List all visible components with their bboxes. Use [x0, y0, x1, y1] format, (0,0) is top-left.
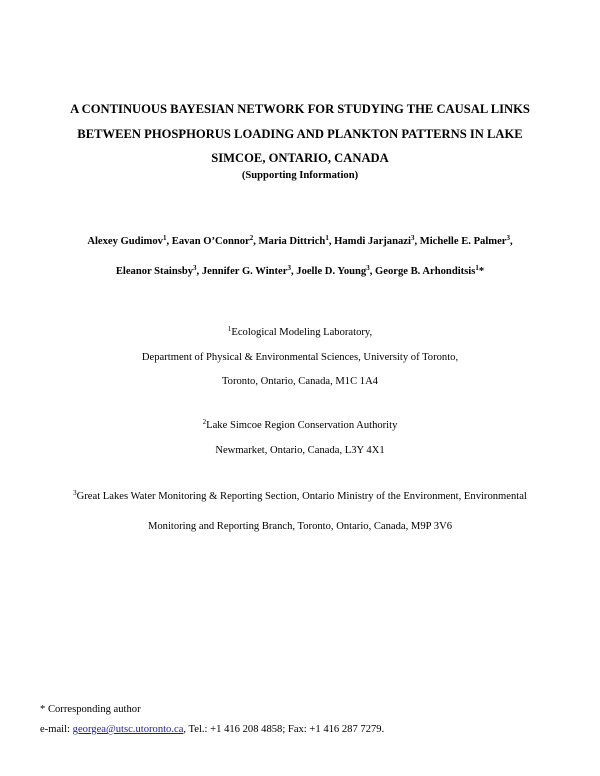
- affiliation-text: Ecological Modeling Laboratory,: [231, 327, 373, 338]
- author-name: Eleanor Stainsby: [115, 266, 194, 277]
- author-name: Eavan O’Connor: [171, 236, 250, 247]
- affiliation-1-line-1: [0, 321, 600, 346]
- author-name: Alexey Gudimov: [87, 236, 163, 247]
- affiliation-2-line-1: [0, 414, 600, 439]
- email-label: e-mail:: [40, 724, 73, 735]
- author-separator: ,: [414, 236, 420, 247]
- author-line-1: [10, 227, 590, 257]
- affiliation-3: [0, 482, 600, 542]
- affiliation-mark: 2: [202, 418, 207, 426]
- email-link[interactable]: georgea@utsc.utoronto.ca: [72, 724, 184, 735]
- contact-line: [40, 720, 384, 740]
- affiliation-mark: 1: [227, 325, 232, 333]
- author-name: Hamdi Jarjanazi: [334, 236, 411, 247]
- title-line-3: SIMCOE, ONTARIO, CANADA: [211, 151, 389, 165]
- author-separator: ,: [166, 236, 172, 247]
- phone-fax-text: , Tel.: +1 416 208 4858; Fax: +1 416 287 7279.: [183, 724, 385, 735]
- corresponding-author-mark: *: [478, 266, 485, 277]
- affiliation-text: Lake Simcoe Region Conservation Authority: [206, 420, 398, 431]
- author-affiliation-mark: 1: [162, 234, 167, 242]
- affiliation-2-line-2: Newmarket, Ontario, Canada, L3Y 4X1: [215, 444, 385, 456]
- author-affiliation-mark: 3: [287, 264, 291, 272]
- affiliation-3-line-1: [0, 482, 600, 512]
- author-name: Michelle E. Palmer: [419, 236, 507, 247]
- affiliation-1: [0, 321, 600, 395]
- author-name: Jennifer G. Winter: [201, 266, 288, 277]
- affiliation-1-line-3: Toronto, Ontario, Canada, M1C 1A4: [221, 376, 379, 387]
- correspondence-footer: [40, 700, 384, 740]
- affiliation-1-line-2: Department of Physical & Environmental Sciences, University of Toronto,: [141, 351, 459, 363]
- affiliation-3-line-2: Monitoring and Reporting Branch, Toronto, Ontario, Canada, M9P 3V6: [147, 521, 453, 532]
- author-list: [10, 227, 590, 287]
- author-name: Maria Dittrich: [258, 236, 326, 247]
- title-line-2: BETWEEN PHOSPHORUS LOADING AND PLANKTON PATTERNS IN LAKE: [77, 126, 523, 141]
- author-separator: ,: [196, 266, 202, 277]
- author-separator: ,: [253, 236, 259, 247]
- author-affiliation-mark: 2: [249, 234, 254, 242]
- author-separator: ,: [290, 266, 297, 277]
- author-affiliation-mark: 1: [475, 264, 479, 272]
- author-line-2: [10, 257, 590, 287]
- author-affiliation-mark: 3: [410, 234, 415, 242]
- paper-title: [20, 97, 580, 171]
- author-separator: ,: [328, 236, 335, 247]
- author-affiliation-mark: 3: [193, 264, 197, 272]
- corresponding-author-note: * Corresponding author: [40, 704, 141, 715]
- author-affiliation-mark: 1: [325, 234, 329, 242]
- title-line-1: A CONTINUOUS BAYESIAN NETWORK FOR STUDYING THE CAUSAL LINKS: [70, 102, 530, 116]
- author-affiliation-mark: 3: [506, 234, 511, 242]
- affiliation-text: Great Lakes Water Monitoring & Reporting Section, Ontario Ministry of the Environment, Environmental: [76, 491, 527, 502]
- paper-subtitle: (Supporting Information): [241, 170, 359, 181]
- author-affiliation-mark: 3: [366, 264, 370, 272]
- author-separator: ,: [510, 236, 513, 247]
- affiliation-mark: 3: [73, 489, 77, 497]
- author-name: George B. Arhonditsis: [375, 266, 476, 277]
- author-separator: ,: [369, 266, 376, 277]
- author-name: Joelle D. Young: [296, 266, 367, 277]
- affiliation-2: [0, 414, 600, 463]
